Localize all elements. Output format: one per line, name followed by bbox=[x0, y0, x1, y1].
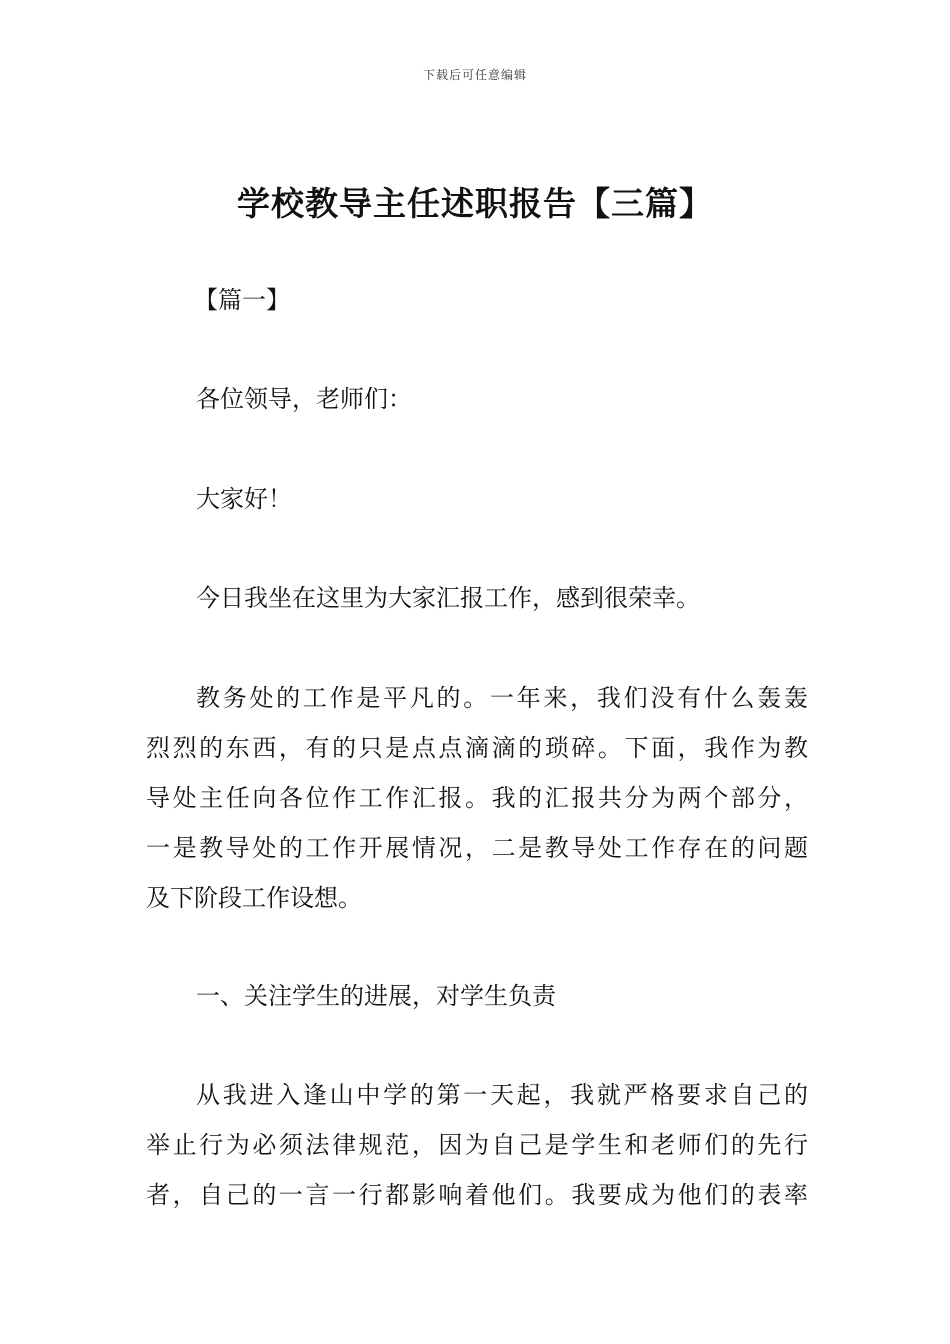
paragraph-overview bbox=[146, 673, 808, 923]
greeting-line: 各位领导，老师们： bbox=[196, 385, 412, 413]
paragraph-line: 烈烈的东西，有的只是点点滴滴的琐碎。下面，我作为教 bbox=[146, 734, 808, 762]
paragraph-line: 及下阶段工作设想。 bbox=[146, 884, 362, 912]
paragraph-intro: 今日我坐在这里为大家汇报工作，感到很荣幸。 bbox=[196, 584, 700, 612]
section-heading-one: 一、关注学生的进展，对学生负责 bbox=[196, 982, 556, 1010]
hello-line: 大家好！ bbox=[196, 485, 292, 513]
document-title: 学校教导主任述职报告【三篇】 bbox=[237, 184, 713, 223]
paragraph-line: 从我进入逢山中学的第一天起，我就严格要求自己的 bbox=[196, 1081, 808, 1109]
paragraph-line: 一是教导处的工作开展情况，二是教导处工作存在的问题 bbox=[146, 834, 808, 862]
paragraph-line: 者，自己的一言一行都影响着他们。我要成为他们的表率 bbox=[146, 1181, 808, 1209]
section-label: 【篇一】 bbox=[194, 286, 290, 314]
page-header: 下载后可任意编辑 bbox=[422, 68, 527, 82]
paragraph-conduct bbox=[146, 1070, 808, 1220]
paragraph-line: 导处主任向各位作工作汇报。我的汇报共分为两个部分， bbox=[146, 784, 808, 812]
paragraph-line: 举止行为必须法律规范，因为自己是学生和老师们的先行 bbox=[146, 1131, 808, 1159]
paragraph-line: 教务处的工作是平凡的。一年来，我们没有什么轰轰 bbox=[196, 684, 808, 712]
